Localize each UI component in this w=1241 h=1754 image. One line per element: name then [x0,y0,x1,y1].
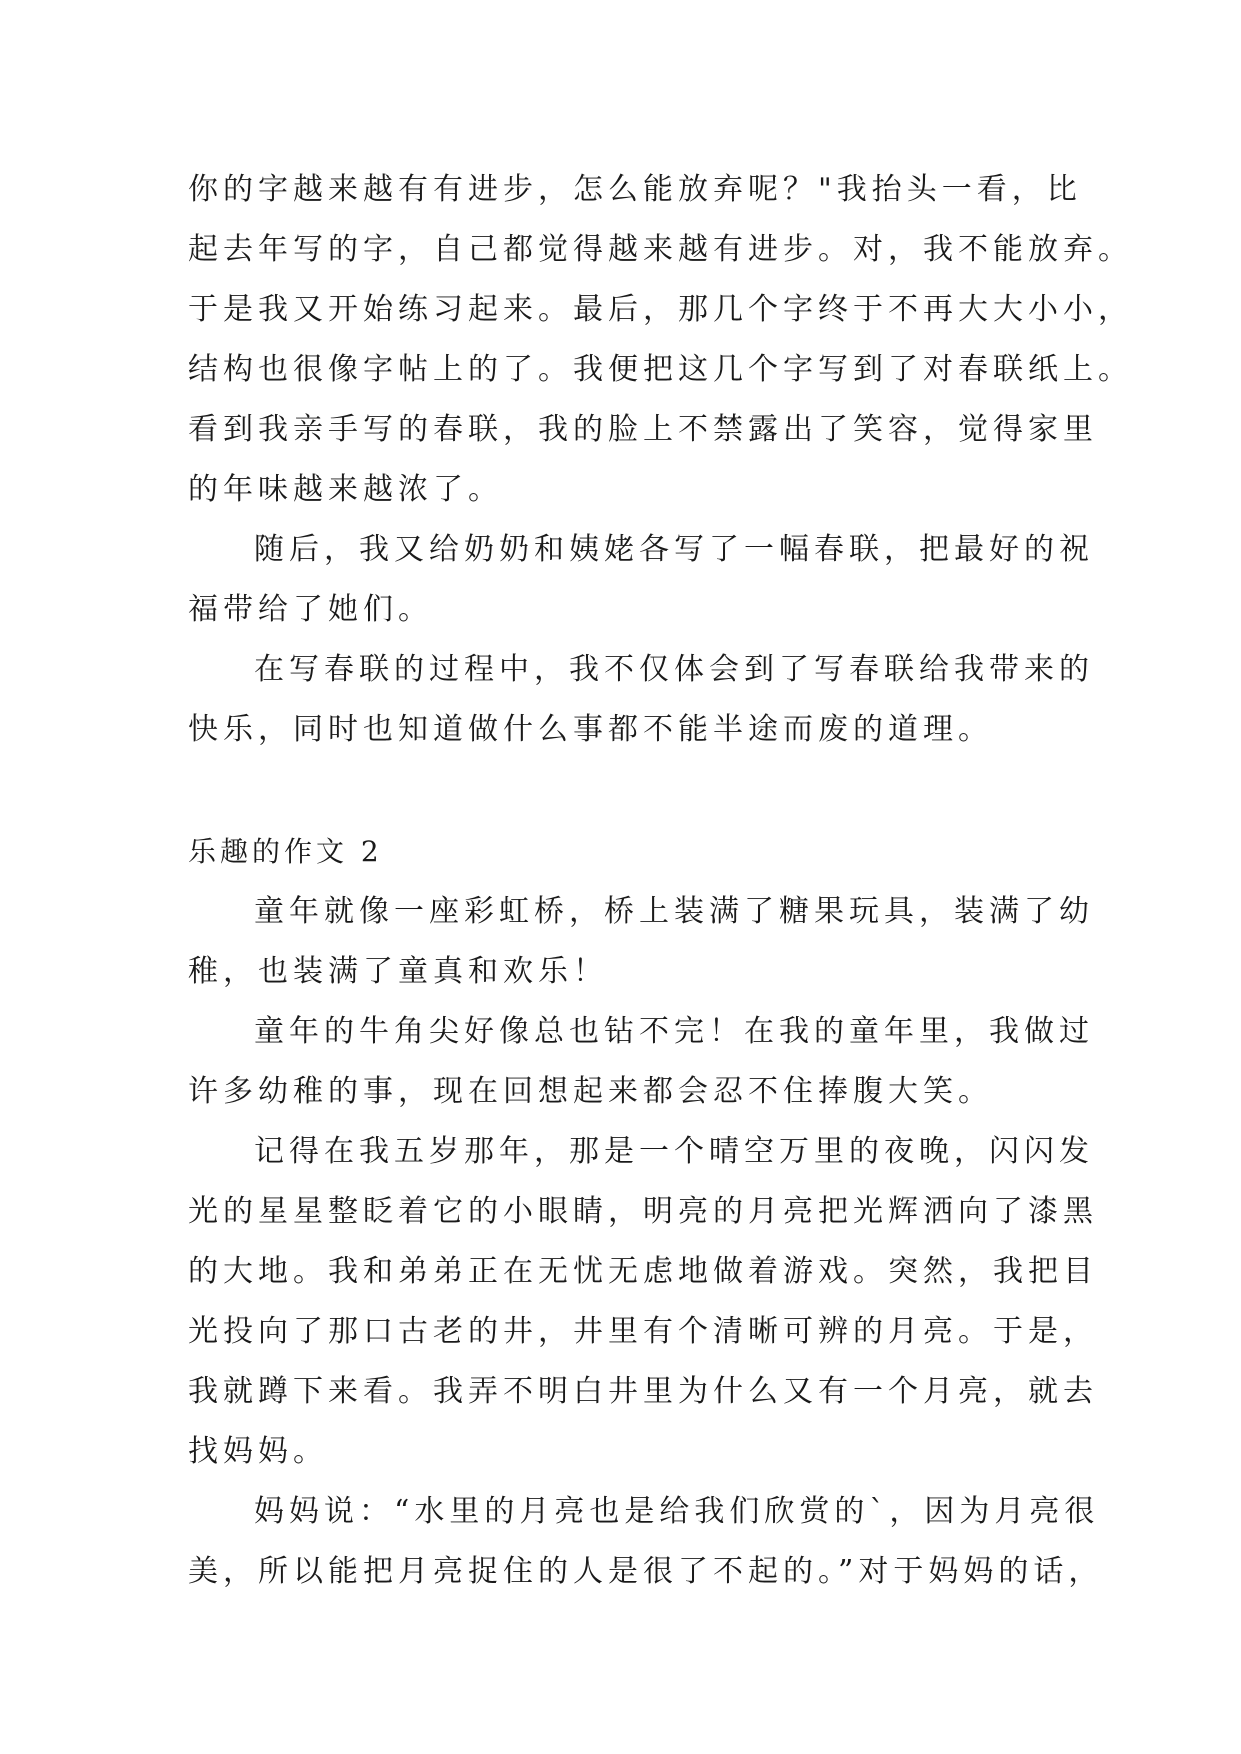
text-line: 光投向了那口古老的井，井里有个清晰可辨的月亮。于是， [188,1314,1098,1349]
text-line: 随后，我又给奶奶和姨姥各写了一幅春联，把最好的祝 [254,532,1094,567]
text-line: 于是我又开始练习起来。最后，那几个字终于不再大大小小， [188,292,1133,327]
text-line: 的大地。我和弟弟正在无忧无虑地做着游戏。突然，我把目 [188,1254,1098,1289]
paragraph [188,520,1094,640]
text-line: 我就蹲下来看。我弄不明白井里为什么又有一个月亮，就去 [188,1374,1098,1409]
text-line: 看到我亲手写的春联，我的脸上不禁露出了笑容，觉得家里 [188,412,1098,447]
text-line: 福带给了她们。 [188,592,433,627]
paragraph [188,882,1094,1002]
text-line: 光的星星整眨着它的小眼睛，明亮的月亮把光辉洒向了漆黑 [188,1194,1098,1229]
text-line: 妈妈说：“水里的月亮也是给我们欣赏的`，因为月亮很 [254,1494,1100,1529]
text-line: 结构也很像字帖上的了。我便把这几个字写到了对春联纸上。 [188,352,1133,387]
section-title: 乐趣的作文 2 [188,835,383,868]
text-line: 稚，也装满了童真和欢乐！ [188,954,608,989]
text-line: 快乐，同时也知道做什么事都不能半途而废的道理。 [188,712,993,747]
text-line: 你的字越来越有有进步，怎么能放弃呢？"我抬头一看，比 [188,172,1082,207]
document-page [188,160,1133,1602]
paragraph [188,160,1133,520]
text-line: 记得在我五岁那年，那是一个晴空万里的夜晚，闪闪发 [254,1134,1094,1169]
text-line: 找妈妈。 [188,1434,328,1469]
paragraph [188,1002,1094,1122]
text-line: 童年的牛角尖好像总也钻不完！在我的童年里，我做过 [254,1014,1094,1049]
text-line: 美，所以能把月亮捉住的人是很了不起的。”对于妈妈的话， [188,1554,1104,1589]
text-line: 在写春联的过程中，我不仅体会到了写春联给我带来的 [254,652,1094,687]
text-line: 许多幼稚的事，现在回想起来都会忍不住捧腹大笑。 [188,1074,993,1109]
text-line: 童年就像一座彩虹桥，桥上装满了糖果玩具，装满了幼 [254,894,1094,929]
paragraph [188,640,1094,760]
text-line: 的年味越来越浓了。 [188,472,503,507]
paragraph [188,1122,1098,1482]
text-line: 起去年写的字，自己都觉得越来越有进步。对，我不能放弃。 [188,232,1133,267]
paragraph [188,1482,1104,1602]
